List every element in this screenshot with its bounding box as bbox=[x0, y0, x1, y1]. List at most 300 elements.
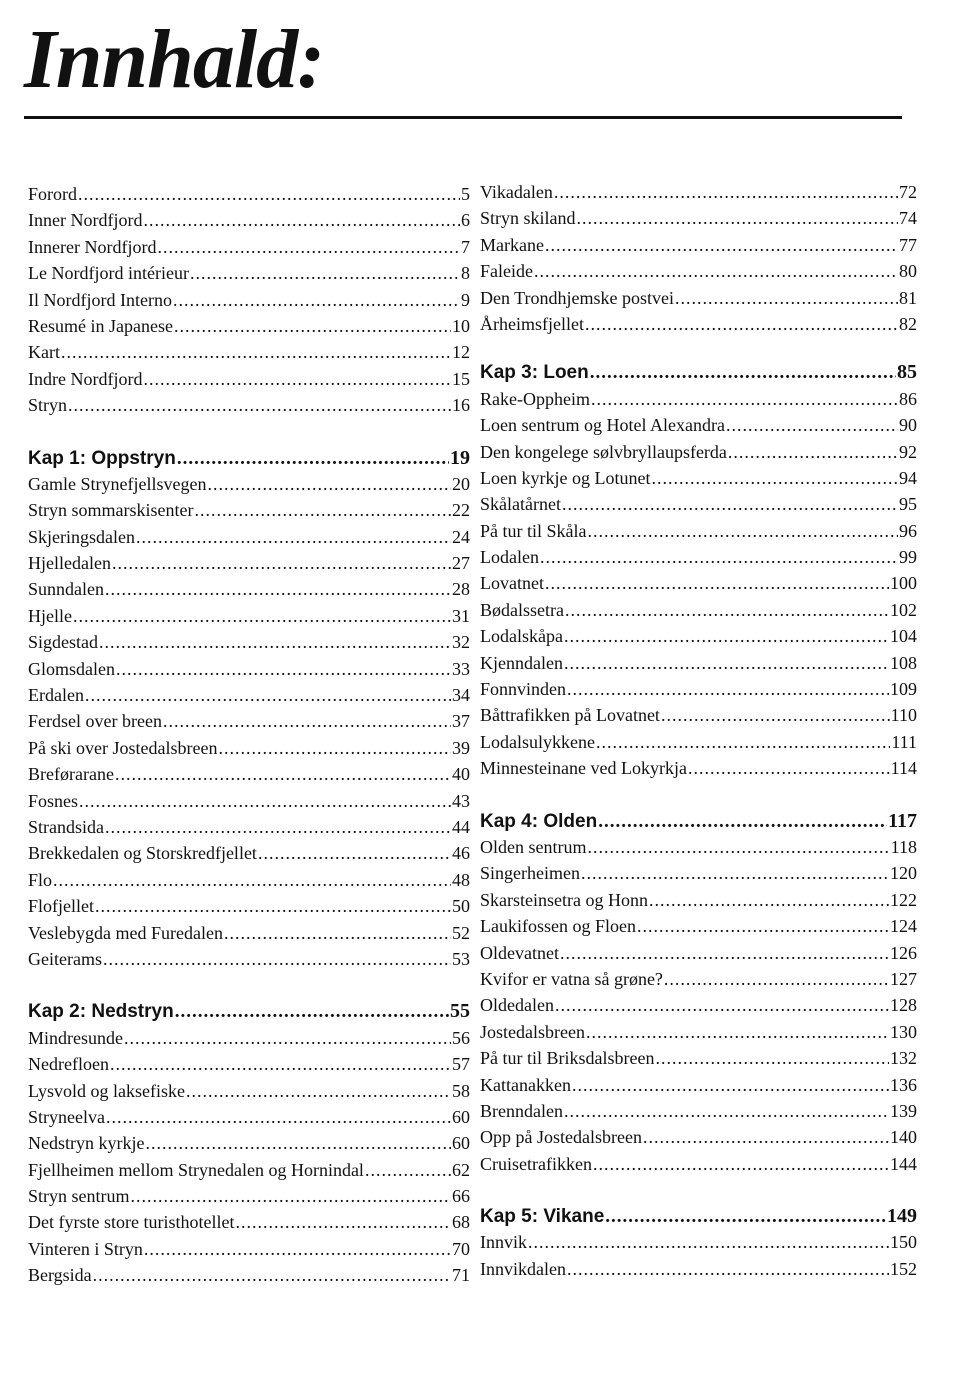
toc-entry[interactable] bbox=[480, 729, 917, 755]
toc-entry-page: 56 bbox=[452, 1027, 470, 1048]
toc-entry-label: Resumé in Japanese bbox=[28, 315, 173, 336]
toc-entry-label: Loen kyrkje og Lotunet bbox=[480, 467, 651, 488]
toc-entry[interactable] bbox=[28, 260, 470, 286]
dot-leader bbox=[577, 205, 898, 231]
toc-entry[interactable] bbox=[28, 1025, 470, 1051]
toc-entry-label: Il Nordfjord Interno bbox=[28, 289, 172, 310]
toc-entry-page: 12 bbox=[452, 342, 470, 363]
toc-kap5-group bbox=[480, 1229, 917, 1282]
dot-leader bbox=[572, 1072, 889, 1098]
toc-entry[interactable] bbox=[28, 656, 470, 682]
toc-entry-page: 48 bbox=[452, 869, 470, 890]
toc-entry-label: Mindresunde bbox=[28, 1027, 123, 1048]
toc-entry-label: Kap 3: Loen bbox=[480, 362, 589, 384]
toc-entry-page: 6 bbox=[461, 210, 470, 231]
toc-entry[interactable] bbox=[480, 439, 917, 465]
toc-entry-page: 34 bbox=[452, 685, 470, 706]
toc-entry-label: Nedstryn kyrkje bbox=[28, 1133, 145, 1154]
toc-entry-page: 28 bbox=[452, 579, 470, 600]
dot-leader bbox=[555, 992, 889, 1018]
toc-entry[interactable] bbox=[28, 181, 470, 207]
toc-entry-page: 44 bbox=[452, 816, 470, 837]
toc-entry-page: 58 bbox=[452, 1080, 470, 1101]
toc-entry-label: Nedrefloen bbox=[28, 1054, 109, 1075]
toc-entry-label: Kap 5: Vikane bbox=[480, 1206, 605, 1228]
toc-entry-page: 136 bbox=[890, 1074, 917, 1095]
toc-entry-page: 8 bbox=[461, 263, 470, 284]
toc-entry-label: Markane bbox=[480, 234, 544, 255]
dot-leader bbox=[186, 1078, 451, 1104]
toc-entry-page: 22 bbox=[452, 500, 470, 521]
toc-entry-label: Loen sentrum og Hotel Alexandra bbox=[480, 415, 725, 436]
toc-entry[interactable] bbox=[480, 992, 917, 1018]
toc-entry-page: 109 bbox=[890, 679, 917, 700]
toc-kap1-group bbox=[28, 471, 470, 972]
dot-leader bbox=[194, 497, 451, 523]
dot-leader bbox=[136, 524, 451, 550]
chapter-heading-loen[interactable] bbox=[480, 359, 917, 385]
toc-entry[interactable] bbox=[28, 524, 470, 550]
toc-entry-page: 37 bbox=[452, 711, 470, 732]
toc-entry-page: 139 bbox=[890, 1100, 917, 1121]
dot-leader bbox=[116, 656, 451, 682]
dot-leader bbox=[564, 1098, 889, 1124]
toc-entry-page: 66 bbox=[452, 1186, 470, 1207]
toc-entry[interactable] bbox=[28, 1078, 470, 1104]
toc-entry-page: 50 bbox=[452, 896, 470, 917]
toc-entry[interactable] bbox=[480, 258, 917, 284]
dot-leader bbox=[585, 311, 898, 337]
toc-entry[interactable] bbox=[480, 1045, 917, 1071]
toc-entry-page: 57 bbox=[452, 1054, 470, 1075]
toc-entry-page: 90 bbox=[899, 415, 917, 436]
toc-entry[interactable] bbox=[480, 650, 917, 676]
toc-entry[interactable] bbox=[28, 1209, 470, 1235]
toc-entry-page: 82 bbox=[899, 313, 917, 334]
toc-entry-page: 15 bbox=[452, 368, 470, 389]
dot-leader bbox=[554, 179, 898, 205]
toc-entry[interactable] bbox=[480, 887, 917, 913]
toc-entry-label: Kap 1: Oppstryn bbox=[28, 447, 176, 469]
toc-entry[interactable] bbox=[480, 940, 917, 966]
toc-entry-page: 86 bbox=[899, 388, 917, 409]
toc-entry-label: Olden sentrum bbox=[480, 836, 587, 857]
chapter-heading-vikane[interactable] bbox=[480, 1203, 917, 1229]
toc-entry[interactable] bbox=[28, 497, 470, 523]
toc-entry-label: Hjelle bbox=[28, 605, 72, 626]
toc-entry-page: 118 bbox=[890, 836, 917, 857]
dot-leader bbox=[565, 597, 889, 623]
dot-leader bbox=[637, 913, 889, 939]
toc-entry[interactable] bbox=[480, 1072, 917, 1098]
toc-entry[interactable] bbox=[28, 946, 470, 972]
toc-entry[interactable] bbox=[480, 913, 917, 939]
dot-leader bbox=[540, 544, 898, 570]
toc-entry-label: Rake-Oppheim bbox=[480, 388, 590, 409]
dot-leader bbox=[728, 439, 898, 465]
dot-leader bbox=[528, 1229, 889, 1255]
toc-entry-label: Innvikdalen bbox=[480, 1258, 566, 1279]
toc-entry[interactable] bbox=[480, 1098, 917, 1124]
toc-entry[interactable] bbox=[28, 867, 470, 893]
toc-entry[interactable] bbox=[480, 205, 917, 231]
toc-entry-label: Jostedalsbreen bbox=[480, 1021, 585, 1042]
toc-entry-label: Inner Nordfjord bbox=[28, 210, 143, 231]
dot-leader bbox=[586, 1019, 889, 1045]
toc-entry[interactable] bbox=[480, 518, 917, 544]
toc-entry-page: 130 bbox=[890, 1021, 917, 1042]
dot-leader bbox=[567, 1256, 889, 1282]
toc-entry-page: 96 bbox=[899, 520, 917, 541]
toc-entry[interactable] bbox=[480, 179, 917, 205]
toc-entry-page: 9 bbox=[461, 289, 470, 310]
dot-leader bbox=[664, 966, 889, 992]
toc-entry-page: 46 bbox=[452, 843, 470, 864]
chapter-heading-nedstryn[interactable] bbox=[28, 998, 470, 1024]
toc-entry[interactable] bbox=[28, 207, 470, 233]
toc-kap4-group bbox=[480, 834, 917, 1177]
toc-entry-page: 33 bbox=[452, 658, 470, 679]
toc-entry[interactable] bbox=[480, 1229, 917, 1255]
toc-entry[interactable] bbox=[480, 311, 917, 337]
toc-entry-page: 20 bbox=[452, 473, 470, 494]
toc-entry[interactable] bbox=[28, 550, 470, 576]
dot-leader bbox=[587, 834, 889, 860]
toc-entry-page: 100 bbox=[890, 573, 917, 594]
toc-entry-page: 74 bbox=[899, 208, 917, 229]
toc-entry-label: Fjellheimen mellom Strynedalen og Hornindal bbox=[28, 1159, 364, 1180]
toc-entry-page: 140 bbox=[890, 1127, 917, 1148]
toc-entry[interactable] bbox=[28, 814, 470, 840]
toc-entry-label: Flo bbox=[28, 869, 53, 890]
toc-entry[interactable] bbox=[480, 232, 917, 258]
toc-entry-label: Skjeringsdalen bbox=[28, 526, 135, 547]
toc-kap2-group bbox=[28, 1025, 470, 1289]
toc-entry-label: Le Nordfjord intérieur bbox=[28, 263, 189, 284]
toc-entry-label: Skarsteinsetra og Honn bbox=[480, 889, 648, 910]
toc-entry-page: 132 bbox=[890, 1048, 917, 1069]
toc-entry-page: 126 bbox=[890, 942, 917, 963]
toc-intro-group bbox=[28, 181, 470, 419]
dot-leader bbox=[649, 887, 889, 913]
toc-entry-label: Kattanakken bbox=[480, 1074, 571, 1095]
dot-leader bbox=[567, 676, 889, 702]
dot-leader bbox=[564, 650, 889, 676]
dot-leader bbox=[605, 1204, 886, 1230]
toc-entry-label: Hjelledalen bbox=[28, 553, 111, 574]
dot-leader bbox=[53, 867, 451, 893]
toc-entry[interactable] bbox=[28, 392, 470, 418]
toc-entry-page: 111 bbox=[891, 731, 917, 752]
toc-entry[interactable] bbox=[28, 1130, 470, 1156]
toc-entry-label: Minnesteinane ved Lokyrkja bbox=[480, 758, 687, 779]
dot-leader bbox=[688, 755, 890, 781]
toc-entry[interactable] bbox=[480, 1124, 917, 1150]
toc-entry[interactable] bbox=[28, 682, 470, 708]
dot-leader bbox=[143, 207, 460, 233]
toc-entry-label: Bødalssetra bbox=[480, 599, 564, 620]
dot-leader bbox=[78, 181, 460, 207]
dot-leader bbox=[157, 234, 460, 260]
toc-entry-label: Stryn skiland bbox=[480, 208, 576, 229]
toc-entry-label: Opp på Jostedalsbreen bbox=[480, 1127, 642, 1148]
toc-entry-page: 127 bbox=[890, 968, 917, 989]
toc-entry-label: Strandsida bbox=[28, 816, 104, 837]
toc-entry-page: 55 bbox=[450, 1000, 470, 1023]
toc-entry-page: 60 bbox=[452, 1133, 470, 1154]
toc-entry[interactable] bbox=[480, 755, 917, 781]
toc-entry[interactable] bbox=[480, 676, 917, 702]
toc-entry-label: Oldevatnet bbox=[480, 942, 559, 963]
toc-entry-page: 124 bbox=[890, 916, 917, 937]
toc-entry-page: 10 bbox=[452, 315, 470, 336]
toc-entry-page: 53 bbox=[452, 948, 470, 969]
toc-entry-label: Stryn bbox=[28, 395, 68, 416]
toc-entry-label: Innvik bbox=[480, 1232, 527, 1253]
toc-entry[interactable] bbox=[28, 471, 470, 497]
dot-leader bbox=[365, 1157, 451, 1183]
toc-entry-label: Lovatnet bbox=[480, 573, 544, 594]
toc-entry[interactable] bbox=[480, 465, 917, 491]
toc-entry[interactable] bbox=[28, 1262, 470, 1288]
toc-entry-label: Skålatårnet bbox=[480, 494, 561, 515]
toc-entry[interactable] bbox=[480, 623, 917, 649]
toc-entry-page: 24 bbox=[452, 526, 470, 547]
toc-entry[interactable] bbox=[28, 366, 470, 392]
toc-entry[interactable] bbox=[28, 893, 470, 919]
dot-leader bbox=[145, 1130, 451, 1156]
toc-entry-label: Forord bbox=[28, 184, 77, 204]
toc-entry[interactable] bbox=[28, 840, 470, 866]
toc-entry[interactable] bbox=[28, 708, 470, 734]
toc-entry-page: 68 bbox=[452, 1212, 470, 1233]
dot-leader bbox=[562, 491, 898, 517]
toc-entry-label: Brekkedalen og Storskredfjellet bbox=[28, 843, 257, 864]
toc-entry-label: Bergsida bbox=[28, 1265, 92, 1286]
dot-leader bbox=[174, 313, 451, 339]
dot-leader bbox=[258, 840, 451, 866]
dot-leader bbox=[124, 1025, 451, 1051]
toc-entry[interactable] bbox=[28, 788, 470, 814]
toc-entry-label: Stryn sommarskisenter bbox=[28, 500, 194, 521]
toc-entry[interactable] bbox=[480, 1256, 917, 1282]
toc-entry-label: Gamle Strynefjellsvegen bbox=[28, 473, 207, 494]
toc-entry[interactable] bbox=[480, 544, 917, 570]
toc-entry-label: Sunndalen bbox=[28, 579, 104, 600]
dot-leader bbox=[651, 465, 898, 491]
dot-leader bbox=[655, 1045, 889, 1071]
toc-entry-label: Lysvold og laksefiske bbox=[28, 1080, 185, 1101]
toc-entry[interactable] bbox=[480, 597, 917, 623]
toc-entry-page: 120 bbox=[890, 863, 917, 884]
toc-entry-label: Den kongelege sølvbryllaupsferda bbox=[480, 441, 727, 462]
dot-leader bbox=[173, 287, 460, 313]
toc-entry[interactable] bbox=[28, 1157, 470, 1183]
toc-entry-label: Cruisetrafikken bbox=[480, 1153, 592, 1174]
toc-entry[interactable] bbox=[28, 1183, 470, 1209]
dot-leader bbox=[596, 729, 890, 755]
toc-entry[interactable] bbox=[480, 1019, 917, 1045]
toc-entry-page: 152 bbox=[890, 1258, 917, 1279]
toc-entry-page: 81 bbox=[899, 287, 917, 308]
toc-entry-page: 122 bbox=[890, 889, 917, 910]
dot-leader bbox=[190, 260, 460, 286]
dot-leader bbox=[218, 735, 451, 761]
toc-entry-label: Vinteren i Stryn bbox=[28, 1238, 143, 1259]
dot-leader bbox=[115, 761, 451, 787]
chapter-heading-olden[interactable] bbox=[480, 808, 917, 834]
dot-leader bbox=[581, 860, 889, 886]
toc-entry-label: Glomsdalen bbox=[28, 658, 115, 679]
toc-entry-page: 71 bbox=[452, 1265, 470, 1286]
toc-entry-page: 77 bbox=[899, 234, 917, 255]
toc-entry-label: Ferdsel over breen bbox=[28, 711, 162, 732]
toc-entry[interactable] bbox=[28, 1236, 470, 1262]
toc-entry-label: Brenndalen bbox=[480, 1100, 563, 1121]
dot-leader bbox=[560, 940, 889, 966]
toc-entry[interactable] bbox=[480, 570, 917, 596]
toc-entry[interactable] bbox=[480, 966, 917, 992]
toc-entry-label: Geiterams bbox=[28, 948, 102, 969]
toc-entry-label: Vikadalen bbox=[480, 182, 553, 202]
toc-entry-page: 31 bbox=[452, 605, 470, 626]
toc-entry[interactable] bbox=[28, 287, 470, 313]
toc-entry-page: 99 bbox=[899, 547, 917, 568]
toc-entry[interactable] bbox=[28, 234, 470, 260]
toc-entry-label: Breførarane bbox=[28, 764, 114, 785]
dot-leader bbox=[131, 1183, 452, 1209]
dot-leader bbox=[85, 682, 451, 708]
toc-entry[interactable] bbox=[28, 339, 470, 365]
toc-entry-label: Det fyrste store turisthotellet bbox=[28, 1212, 235, 1233]
dot-leader bbox=[643, 1124, 889, 1150]
toc-entry-label: Kjenndalen bbox=[480, 652, 563, 673]
toc-entry-page: 94 bbox=[899, 467, 917, 488]
dot-leader bbox=[235, 1209, 451, 1235]
dot-leader bbox=[79, 788, 451, 814]
toc-entry-label: Faleide bbox=[480, 261, 533, 282]
chapter-heading-oppstryn[interactable] bbox=[28, 445, 470, 471]
toc-entry-label: Kap 2: Nedstryn bbox=[28, 1001, 174, 1023]
dot-leader bbox=[110, 1051, 451, 1077]
toc-entry-label: Innerer Nordfjord bbox=[28, 236, 157, 257]
toc-entry-label: På ski over Jostedalsbreen bbox=[28, 737, 218, 758]
toc-entry-page: 52 bbox=[452, 922, 470, 943]
toc-entry-page: 108 bbox=[890, 652, 917, 673]
toc-entry[interactable] bbox=[28, 313, 470, 339]
toc-entry-label: Båttrafikken på Lovatnet bbox=[480, 705, 660, 726]
dot-leader bbox=[112, 550, 451, 576]
toc-entry[interactable] bbox=[28, 1051, 470, 1077]
toc-entry-page: 39 bbox=[452, 737, 470, 758]
dot-leader bbox=[207, 471, 451, 497]
toc-entry[interactable] bbox=[28, 920, 470, 946]
dot-leader bbox=[590, 360, 896, 386]
toc-entry[interactable] bbox=[480, 491, 917, 517]
toc-entry-page: 7 bbox=[461, 236, 470, 257]
toc-entry[interactable] bbox=[480, 285, 917, 311]
toc-entry-label: Indre Nordfjord bbox=[28, 368, 143, 389]
toc-entry-page: 110 bbox=[890, 705, 917, 726]
toc-entry-label: Stryneelva bbox=[28, 1106, 105, 1127]
toc-entry-label: Veslebygda med Furedalen bbox=[28, 922, 223, 943]
toc-entry-page: 114 bbox=[890, 758, 917, 779]
toc-entry[interactable] bbox=[480, 1151, 917, 1177]
dot-leader bbox=[68, 392, 451, 418]
toc-entry[interactable] bbox=[28, 629, 470, 655]
dot-leader bbox=[105, 576, 451, 602]
toc-entry[interactable] bbox=[480, 412, 917, 438]
dot-leader bbox=[588, 518, 899, 544]
toc-entry[interactable] bbox=[28, 603, 470, 629]
toc-entry-page: 5 bbox=[461, 184, 470, 204]
toc-entry-label: Den Trondhjemske postvei bbox=[480, 287, 675, 308]
dot-leader bbox=[143, 366, 451, 392]
dot-leader bbox=[726, 412, 898, 438]
toc-entry-label: Lodalskåpa bbox=[480, 626, 563, 647]
dot-leader bbox=[534, 258, 898, 284]
dot-leader bbox=[61, 339, 451, 365]
toc-entry-page: 40 bbox=[452, 764, 470, 785]
dot-leader bbox=[93, 1262, 451, 1288]
toc-entry[interactable] bbox=[480, 860, 917, 886]
toc-entry-page: 62 bbox=[452, 1159, 470, 1180]
toc-entry[interactable] bbox=[28, 576, 470, 602]
toc-right-column bbox=[480, 179, 917, 1282]
page-title: Innhald: bbox=[24, 13, 325, 106]
toc-entry-label: Fosnes bbox=[28, 790, 79, 811]
toc-entry-page: 92 bbox=[899, 441, 917, 462]
dot-leader bbox=[144, 1236, 451, 1262]
toc-entry-page: 80 bbox=[899, 261, 917, 282]
toc-entry-label: Fonnvinden bbox=[480, 679, 567, 700]
dot-leader bbox=[675, 285, 898, 311]
toc-entry-page: 72 bbox=[899, 182, 917, 202]
toc-entry-page: 144 bbox=[890, 1153, 917, 1174]
dot-leader bbox=[545, 232, 898, 258]
toc-entry-label: Kap 4: Olden bbox=[480, 810, 598, 832]
toc-kap2-continued-group bbox=[480, 179, 917, 337]
toc-entry[interactable] bbox=[480, 702, 917, 728]
toc-entry-page: 32 bbox=[452, 632, 470, 653]
toc-entry-page: 128 bbox=[890, 995, 917, 1016]
toc-entry-page: 27 bbox=[452, 553, 470, 574]
toc-entry-label: Lodalen bbox=[480, 547, 539, 568]
toc-entry-label: Årheimsfjellet bbox=[480, 313, 584, 334]
toc-entry-label: Erdalen bbox=[28, 685, 84, 706]
toc-entry-label: Oldedalen bbox=[480, 995, 554, 1016]
dot-leader bbox=[224, 920, 451, 946]
dot-leader bbox=[591, 386, 898, 412]
toc-entry-label: Laukifossen og Floen bbox=[480, 916, 636, 937]
toc-entry-page: 95 bbox=[899, 494, 917, 515]
toc-entry-page: 85 bbox=[897, 361, 917, 384]
toc-entry-label: Singerheimen bbox=[480, 863, 580, 884]
dot-leader bbox=[598, 809, 887, 835]
toc-entry-page: 70 bbox=[452, 1238, 470, 1259]
toc-entry[interactable] bbox=[28, 735, 470, 761]
toc-entry-page: 102 bbox=[890, 599, 917, 620]
dot-leader bbox=[95, 893, 451, 919]
toc-kap3-group bbox=[480, 386, 917, 782]
toc-entry-page: 60 bbox=[452, 1106, 470, 1127]
toc-entry[interactable] bbox=[480, 386, 917, 412]
toc-entry[interactable] bbox=[28, 761, 470, 787]
toc-entry[interactable] bbox=[480, 834, 917, 860]
toc-left-column bbox=[28, 181, 470, 1289]
toc-entry-label: På tur til Skåla bbox=[480, 520, 587, 541]
toc-entry[interactable] bbox=[28, 1104, 470, 1130]
